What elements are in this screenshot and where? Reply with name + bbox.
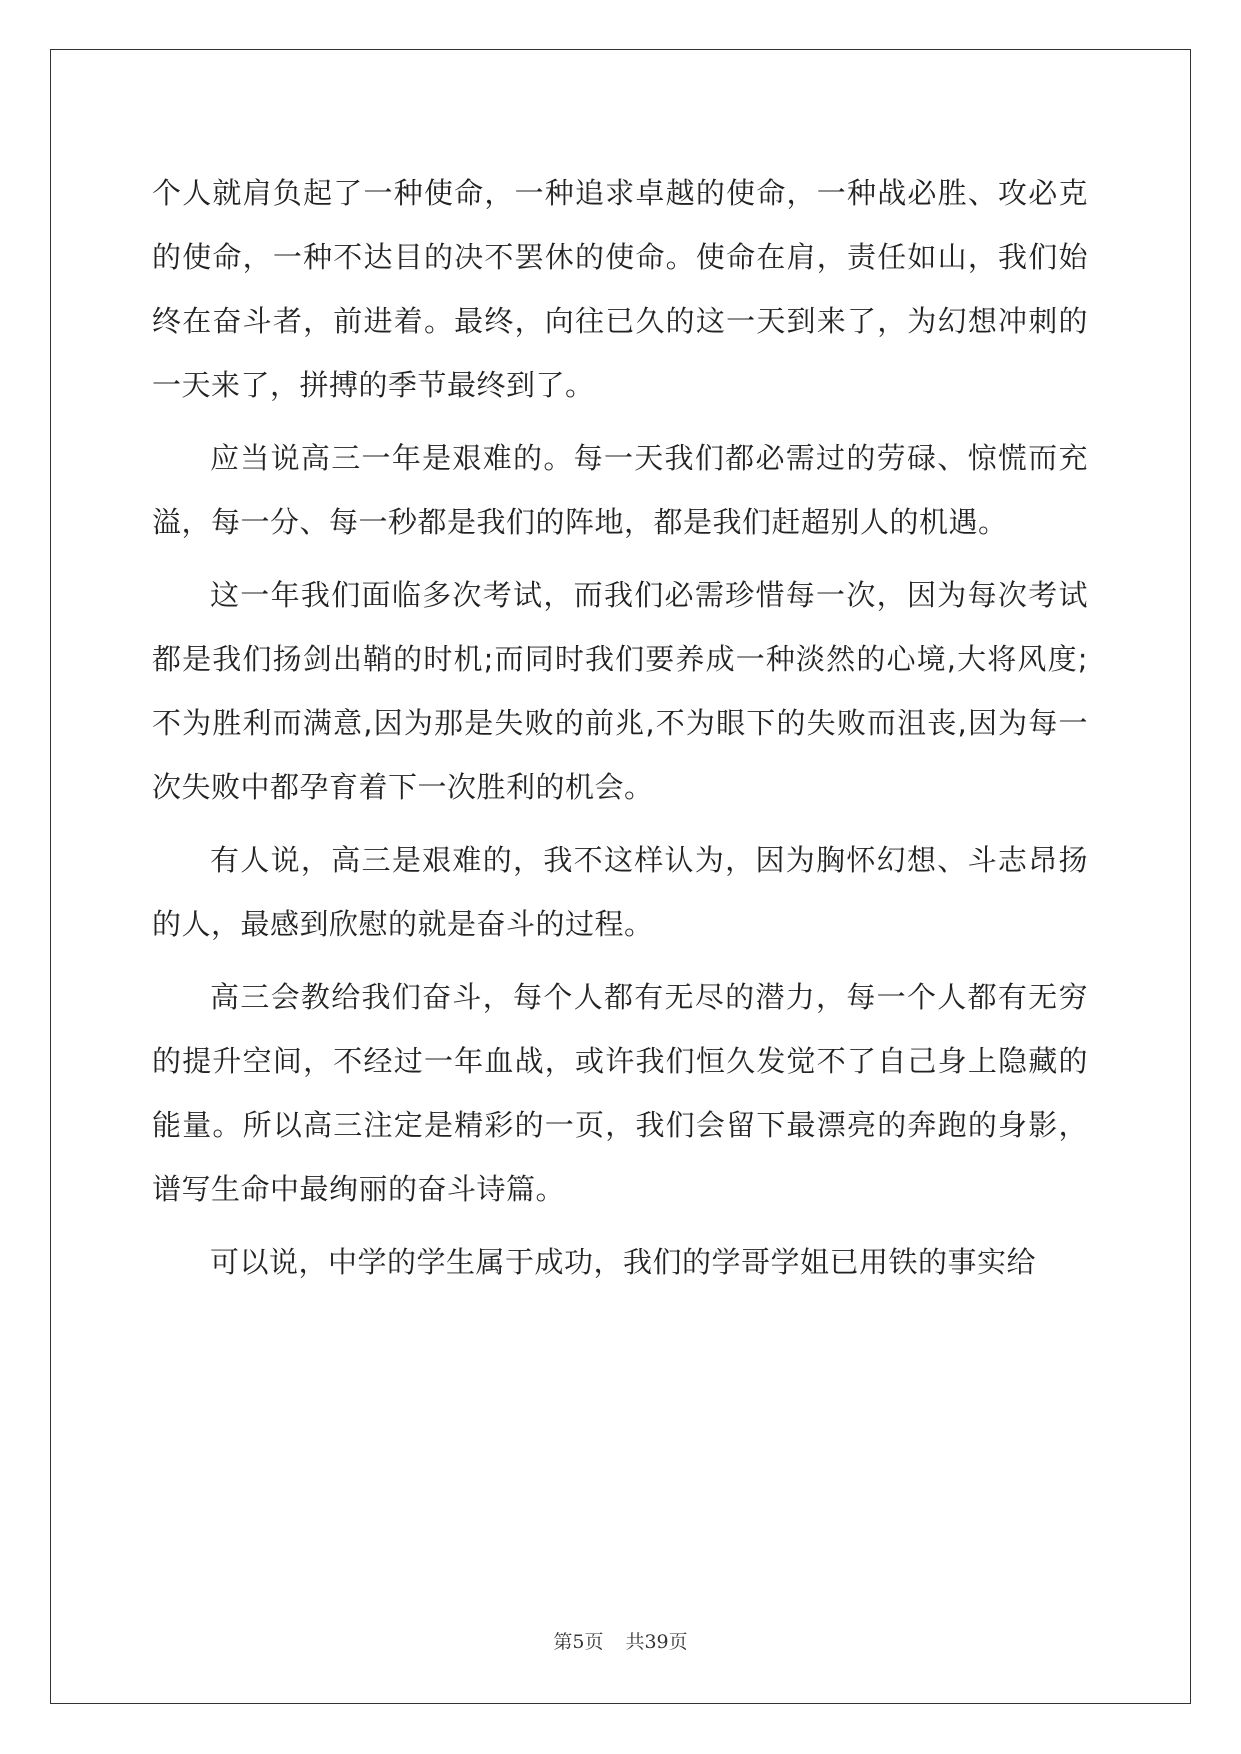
paragraph-2: 应当说高三一年是艰难的。每一天我们都必需过的劳碌、惊慌而充溢，每一分、每一秒都是我们的阵地，都是我们赶超别人的机遇。 [152,441,1088,539]
paragraph-3: 这一年我们面临多次考试，而我们必需珍惜每一次，因为每次考试都是我们扬剑出鞘的时机;而同时我们要养成一种淡然的心境,大将风度;不为胜利而满意,因为那是失败的前兆,不为眼下的失败而沮丧,因为每一次失败中都孕育着下一次胜利的机会。 [152,578,1088,804]
page-footer [0,1627,1241,1654]
document-body [152,161,1088,1303]
current-page-number: 第5页 [553,1631,604,1653]
total-pages: 共39页 [625,1631,688,1653]
paragraph-4: 有人说，高三是艰难的，我不这样认为，因为胸怀幻想、斗志昂扬的人，最感到欣慰的就是奋斗的过程。 [152,843,1088,941]
paragraph-6: 可以说，中学的学生属于成功，我们的学哥学姐已用铁的事实给 [210,1245,1037,1279]
paragraph-5: 高三会教给我们奋斗，每个人都有无尽的潜力，每一个人都有无穷的提升空间，不经过一年血战，或许我们恒久发觉不了自己身上隐藏的能量。所以高三注定是精彩的一页，我们会留下最漂亮的奔跑的身影，谱写生命中最绚丽的奋斗诗篇。 [152,980,1088,1206]
paragraph-1: 个人就肩负起了一种使命，一种追求卓越的使命，一种战必胜、攻必克的使命，一种不达目的决不罢休的使命。使命在肩，责任如山，我们始终在奋斗者，前进着。最终，向往已久的这一天到来了，为幻想冲刺的一天来了，拼搏的季节最终到了。 [152,176,1088,402]
